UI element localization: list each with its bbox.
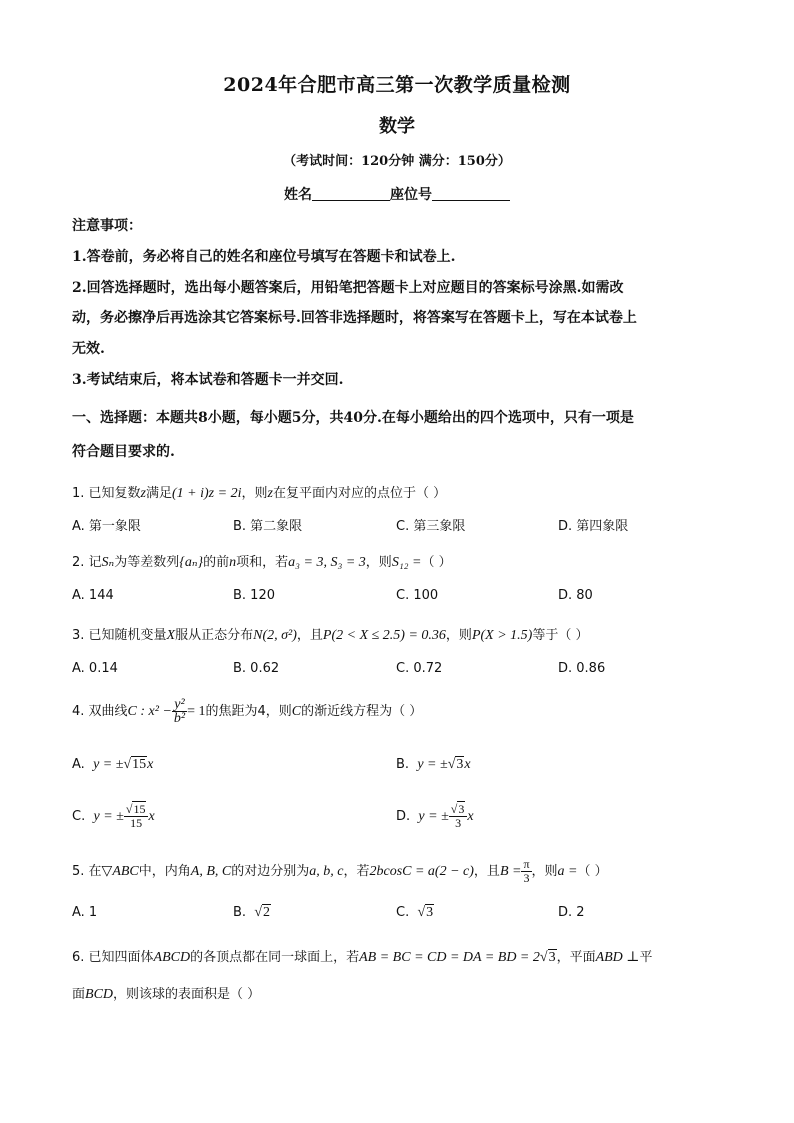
q4-fraction (172, 698, 187, 725)
sqrt-icon: √ (539, 950, 548, 965)
q4-var: C (291, 704, 302, 719)
notice-item-2-line-2: 动，务必擦净后再选涂其它答案标号.回答非选择题时，将答案写在答题卡上，写在本试卷上 (72, 310, 637, 326)
q4-option-a-label: A. (72, 757, 85, 772)
q5-text: ，则 (531, 864, 558, 879)
q3-text: 等于（ ） (532, 628, 589, 643)
q1-text: 满足 (146, 486, 173, 501)
q6-expression: BCD (85, 987, 114, 1002)
q1-expression: (1 + i)z = 2i (172, 486, 242, 501)
q4-option-b-expr: y = ± (417, 757, 448, 772)
q2-var: n (229, 555, 237, 570)
q6-text: 平 (639, 950, 653, 965)
seat-blank (432, 186, 510, 201)
notice-item-2-line-1: 2.回答选择题时，选出每小题答案后，用铅笔把答题卡上对应题目的答案标号涂黑.如需改 (72, 280, 624, 296)
q4-text: 4. 双曲线 (72, 704, 128, 719)
q4-option-b[interactable] (396, 757, 471, 773)
q3-expression: P(2 < X ≤ 2.5) = 0.36 (322, 628, 446, 643)
q6-text: 6. 已知四面体 (72, 950, 154, 965)
q3-text: ，且 (296, 628, 323, 643)
q3-option-d[interactable]: D. 0.86 (558, 661, 606, 676)
q4-option-c[interactable] (72, 803, 155, 830)
q4-option-a-var: x (147, 757, 154, 772)
q2-expression: S₁₂ = (391, 555, 422, 570)
q5-expression: B = (499, 864, 522, 879)
q2-expression: {aₙ} (179, 555, 204, 570)
q3-expression: P(X > 1.5) (471, 628, 533, 643)
question-6-line-2 (72, 983, 260, 1003)
q5-text: ，且 (473, 864, 500, 879)
q2-text: 为等差数列 (114, 555, 180, 570)
name-blank (312, 186, 390, 201)
question-2 (72, 551, 452, 571)
q1-option-a[interactable]: A. 第一象限 (72, 519, 141, 534)
q4-option-d-denominator: 3 (455, 816, 462, 830)
exam-title: 2024年合肥市高三第一次教学质量检测 (223, 74, 571, 96)
sqrt-icon: √ (123, 757, 132, 772)
q2-expression: a₃ = 3, S₃ = 3 (288, 555, 366, 570)
q4-expression: C : x² − (127, 704, 172, 719)
q2-text: 项和，若 (236, 555, 289, 570)
q1-option-c[interactable]: C. 第三象限 (396, 519, 466, 534)
q5-text: （ ） (577, 864, 608, 879)
q5-fraction-denominator: 3 (523, 871, 530, 885)
q5-option-a[interactable]: A. 1 (72, 905, 98, 920)
q4-option-d-numerator (449, 803, 468, 817)
q4-option-c-label: C. (72, 809, 86, 824)
q2-expression: Sₙ (101, 555, 115, 570)
question-1 (72, 482, 446, 502)
q2-option-d[interactable]: D. 80 (558, 588, 593, 603)
subject-title: 数学 (379, 116, 415, 137)
q1-option-d[interactable]: D. 第四象限 (558, 519, 629, 534)
q3-option-c[interactable]: C. 0.72 (396, 661, 443, 676)
exam-info: （考试时间：120分钟 满分：150分） (283, 154, 511, 169)
q4-option-a-expr: y = ± (93, 757, 124, 772)
q2-option-b[interactable]: B. 120 (233, 588, 275, 603)
q5-text: 中，内角 (138, 864, 191, 879)
q4-option-d-label: D. (396, 809, 411, 824)
q4-fraction-denominator: b² (173, 711, 186, 726)
q6-text: 的各顶点都在同一球面上，若 (190, 950, 360, 965)
q1-text: ，则 (241, 486, 268, 501)
q3-text: ，则 (445, 628, 472, 643)
section-heading-line-2: 符合题目要求的. (72, 444, 175, 460)
q2-option-a[interactable]: A. 144 (72, 588, 114, 603)
name-seat-row (0, 184, 794, 204)
q5-expression: ▽ABC (101, 864, 139, 879)
question-4 (72, 698, 422, 725)
q3-text: 服从正态分布 (175, 628, 254, 643)
q4-option-d[interactable] (396, 803, 474, 830)
q5-option-c-root: 3 (426, 905, 434, 920)
q5-option-c-label: C. (396, 905, 410, 920)
q6-text: ，则该球的表面积是（ ） (113, 987, 261, 1002)
q4-text: 的焦距为4，则 (205, 704, 292, 719)
q4-option-c-expr: y = ± (93, 809, 124, 824)
question-5 (72, 858, 608, 885)
q1-text: 在复平面内对应的点位于（ ） (272, 486, 447, 501)
q5-option-b[interactable] (233, 905, 271, 921)
q2-option-c[interactable]: C. 100 (396, 588, 439, 603)
q4-option-b-var: x (464, 757, 471, 772)
q4-option-c-numerator (124, 803, 149, 817)
q5-expression: 2bcosC = a(2 − c) (369, 864, 474, 879)
q2-text: 的前 (203, 555, 230, 570)
q5-expression: a, b, c (309, 864, 344, 879)
q4-fraction-numerator: y² (172, 698, 187, 712)
sqrt-icon: √ (450, 802, 458, 816)
sqrt-icon: √ (447, 757, 456, 772)
q6-root: 3 (548, 950, 556, 965)
q6-expression: ABD ⊥ (595, 950, 640, 965)
q4-option-c-var: x (148, 809, 155, 824)
q5-option-b-root: 2 (263, 905, 271, 920)
notice-heading: 注意事项： (72, 218, 142, 234)
q4-option-d-fraction (449, 803, 468, 830)
q4-option-b-root: 3 (456, 757, 464, 772)
q4-expression: = 1 (187, 704, 206, 719)
q4-option-b-label: B. (396, 757, 410, 772)
notice-item-3: 3.考试结束后，将本试卷和答题卡一并交回. (72, 372, 344, 388)
q4-option-a-root: 15 (132, 757, 147, 772)
q5-expression: A, B, C (190, 864, 232, 879)
q4-option-c-root: 15 (133, 802, 146, 816)
q5-text: 5. 在 (72, 864, 102, 879)
q2-text: （ ） (421, 555, 452, 570)
q5-text: ，若 (343, 864, 370, 879)
q4-option-c-fraction (124, 803, 149, 830)
q2-text: ，则 (365, 555, 392, 570)
q3-option-a[interactable]: A. 0.14 (72, 661, 118, 676)
q3-option-b[interactable]: B. 0.62 (233, 661, 280, 676)
q5-fraction-numerator: π (523, 857, 530, 871)
sqrt-icon: √ (254, 905, 263, 920)
q5-option-c[interactable] (396, 905, 434, 921)
q4-text: 的渐近线方程为（ ） (301, 704, 423, 719)
q5-text: 的对边分别为 (231, 864, 310, 879)
q4-option-a[interactable] (72, 757, 153, 773)
q6-text: ，平面 (556, 950, 596, 965)
q6-expression: ABCD (153, 950, 191, 965)
q6-text: 面 (72, 987, 86, 1002)
q4-option-d-root: 3 (458, 802, 465, 816)
q3-text: 3. 已知随机变量 (72, 628, 167, 643)
q6-expression: AB = BC = CD = DA = BD = 2 (359, 950, 540, 965)
name-label: 姓名 (284, 187, 312, 203)
sqrt-icon: √ (417, 905, 426, 920)
q3-expression: N(2, σ²) (253, 628, 297, 643)
notice-item-2-line-3: 无效. (72, 341, 105, 357)
q4-option-d-expr: y = ± (418, 809, 449, 824)
q5-expression: a = (557, 864, 578, 879)
q1-var: z (140, 486, 146, 501)
q1-var: z (267, 486, 273, 501)
sqrt-icon: √ (125, 802, 133, 816)
q3-var: X (166, 628, 176, 643)
q1-text: 1. 已知复数 (72, 486, 141, 501)
question-3 (72, 624, 588, 644)
section-heading-line-1: 一、选择题：本题共8小题，每小题5分，共40分.在每小题给出的四个选项中，只有一项是 (72, 410, 634, 426)
q2-text: 2. 记 (72, 555, 102, 570)
question-6-line-1 (72, 946, 652, 966)
q4-option-c-denominator: 15 (130, 816, 143, 830)
seat-label: 座位号 (390, 187, 432, 203)
q5-fraction (521, 858, 531, 885)
q5-option-b-label: B. (233, 905, 247, 920)
q4-option-d-var: x (467, 809, 474, 824)
q5-option-d[interactable]: D. 2 (558, 905, 585, 920)
q1-option-b[interactable]: B. 第二象限 (233, 519, 303, 534)
notice-item-1: 1.答卷前，务必将自己的姓名和座位号填写在答题卡和试卷上. (72, 249, 456, 265)
